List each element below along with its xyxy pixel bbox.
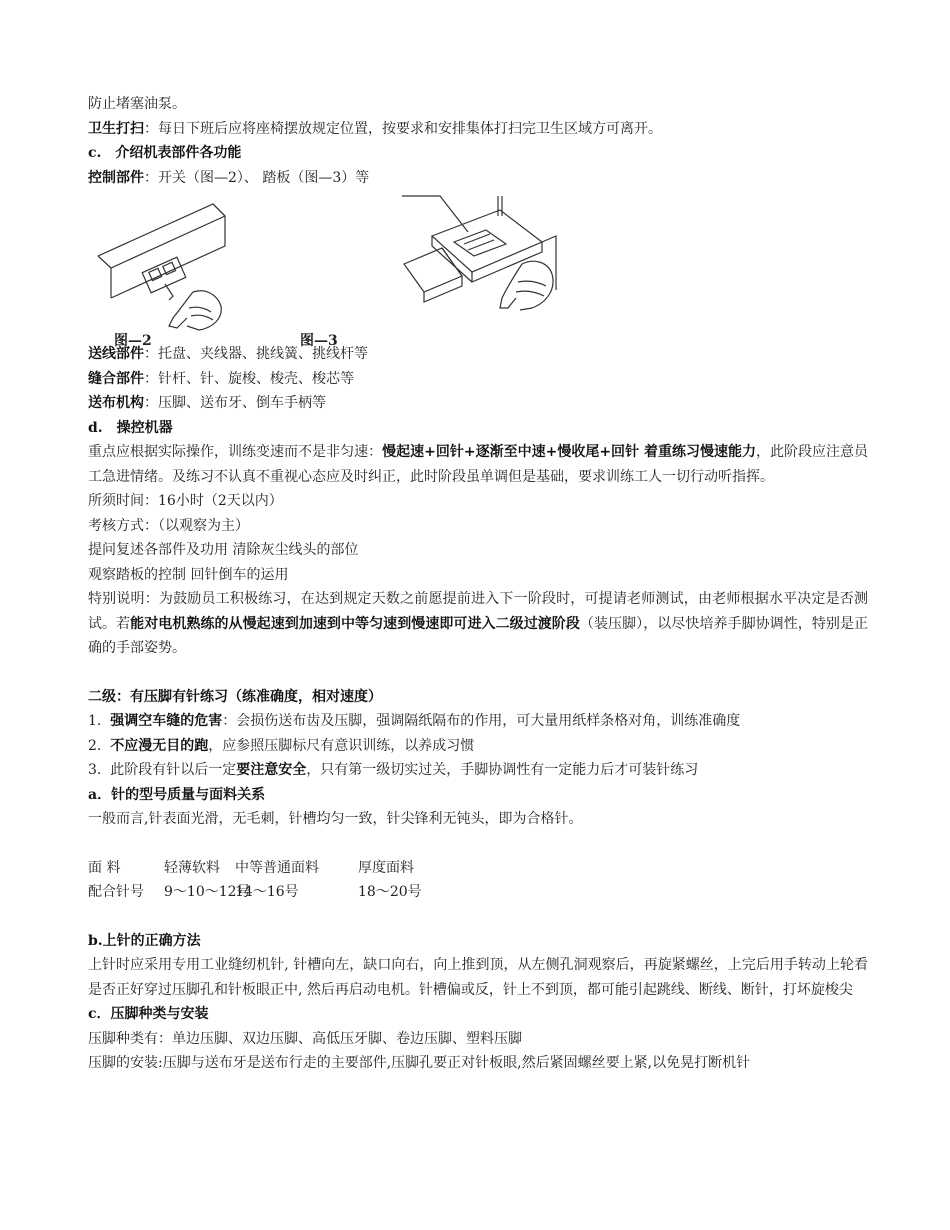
figure-2-caption: 图—2 [114, 333, 152, 349]
paragraph [88, 440, 868, 489]
section-heading: c．压脚种类与安装 [88, 1006, 209, 1022]
term-label: 控制部件 [88, 169, 144, 186]
section-heading: a．针的型号质量与面料关系 [88, 786, 266, 803]
text-line [88, 166, 868, 191]
document-body [88, 92, 868, 1076]
emphasis-text: 能对电机熟练的从慢起速到加速到中等匀速到慢速即可进入二级过渡阶段 [130, 615, 580, 632]
text-line: 一般而言,针表面光滑，无毛刺，针槽均匀一致，针尖锋利无钝头，即为合格针。 [88, 811, 583, 827]
term-label: 送布机构 [88, 395, 144, 411]
text: 防止堵塞油泵。 [88, 96, 186, 112]
paragraph [88, 587, 868, 661]
numbered-item [88, 758, 868, 783]
figure-row [88, 190, 868, 349]
spacer [88, 905, 868, 929]
text: 特别说明：为鼓励员工积极练习，在达到规定天数之前愿提前进入下一阶段时，可提请老师测试，由老师根据水平决定是否测试。若 [88, 591, 868, 632]
item-number: 3. [88, 762, 102, 778]
table-row [88, 856, 868, 881]
section-heading: b.上针的正确方法 [88, 932, 201, 949]
text-line: 压脚的安装:压脚与送布牙是送布行走的主要部件,压脚孔要正对针板眼,然后紧固螺丝要上紧,以免晃打断机针 [88, 1055, 751, 1071]
spacer [88, 661, 868, 685]
text-line: 考核方式：（以观察为主） [88, 517, 249, 534]
figure-3-caption: 图—3 [300, 333, 338, 349]
switch-figure-illustration [93, 196, 228, 334]
text-line [88, 117, 868, 142]
emphasis-text: 慢起速+回针+逐渐至中速+慢收尾+回针 着重练习慢速能力 [382, 444, 756, 460]
table-cell: 14～16号 [235, 884, 299, 900]
table-cell: 中等普通面料 [235, 859, 319, 876]
table-cell: 面 料 [88, 859, 121, 876]
numbered-item [88, 734, 868, 759]
spacer [88, 832, 868, 856]
table-cell: 配合针号 [88, 884, 144, 900]
text: ：每日下班后应将座椅摆放规定位置，按要求和安排集体打扫完卫生区域方可离开。 [144, 120, 662, 137]
section-heading: c. 介绍机表部件各功能 [88, 145, 242, 161]
text-line [88, 92, 868, 117]
text-line: 观察踏板的控制 回针倒车的运用 [88, 566, 289, 583]
text-line: 提问复述各部件及功用 清除灰尘线头的部位 [88, 542, 359, 558]
term-label: 缝合部件 [88, 370, 144, 387]
text: ，应参照压脚标尺有意识训练，以养成习惯 [208, 737, 475, 754]
term-label: 不应漫无目的跑 [110, 737, 209, 754]
text-line [88, 391, 868, 416]
text: ：压脚、送布牙、倒车手柄等 [144, 395, 326, 411]
text: ：针杆、针、旋梭、梭壳、梭芯等 [144, 370, 354, 387]
term-label: 强调空车缝的危害 [110, 713, 223, 729]
text: ，此阶段应注意员工急进情绪。及练习不认真不重视心态应及时纠正，此时阶段虽单调但是基础，要求训练工人一切行动听指挥。 [88, 444, 869, 485]
text: 重点应根据实际操作，训练变速而不是非匀速： [88, 444, 383, 460]
text: ：开关（图—2）、 踏板（图—3）等 [144, 169, 370, 186]
table-cell: 18～20号 [358, 884, 422, 900]
text: 此阶段有针以后一定 [110, 762, 237, 778]
text-line: 压脚种类有：单边压脚、双边压脚、高低压牙脚、卷边压脚、塑料压脚 [88, 1030, 522, 1047]
table-row [88, 880, 868, 905]
item-number: 2. [88, 737, 102, 754]
numbered-item [88, 709, 868, 734]
text: ，只有第一级切实过关，手脚协调性有一定能力后才可装针练习 [306, 762, 699, 778]
emphasis-text: 要注意安全 [236, 762, 307, 778]
section-heading: d. 操控机器 [88, 419, 173, 436]
pedal-figure-illustration [402, 194, 564, 322]
text-line: 所须时间：16小时（2天以内） [88, 493, 283, 509]
section-heading: 二级：有压脚有针练习（练准确度，相对速度） [88, 688, 382, 705]
text: ：托盘、夹线器、挑线簧、挑线杆等 [144, 346, 368, 362]
text-line [88, 342, 868, 367]
text-line [88, 367, 868, 392]
table-cell: 9～10～12号 [164, 884, 251, 900]
term-label: 卫生打扫 [88, 120, 144, 137]
table-cell: 厚度面料 [358, 859, 414, 876]
item-number: 1. [88, 713, 102, 729]
table-cell: 轻薄软料 [164, 859, 220, 876]
text: ：会损伤送布齿及压脚，强调隔纸隔布的作用，可大量用纸样条格对角，训练准确度 [222, 713, 741, 729]
term-label: 送线部件 [88, 346, 144, 362]
text: （装压脚），以尽快培养手脚协调性，特别是正确的手部姿势。 [88, 615, 869, 656]
paragraph: 上针时应采用专用工业缝纫机针, 针槽向左，缺口向右，向上推到顶，从左侧孔洞观察后，再旋紧螺丝，上完后用手转动上轮看是否正好穿过压脚孔和针板眼正中, 然后再启动电机。针槽偏或反，针上不到顶，都可能引起跳线、断线、断针，打坏旋梭尖 [88, 957, 868, 998]
